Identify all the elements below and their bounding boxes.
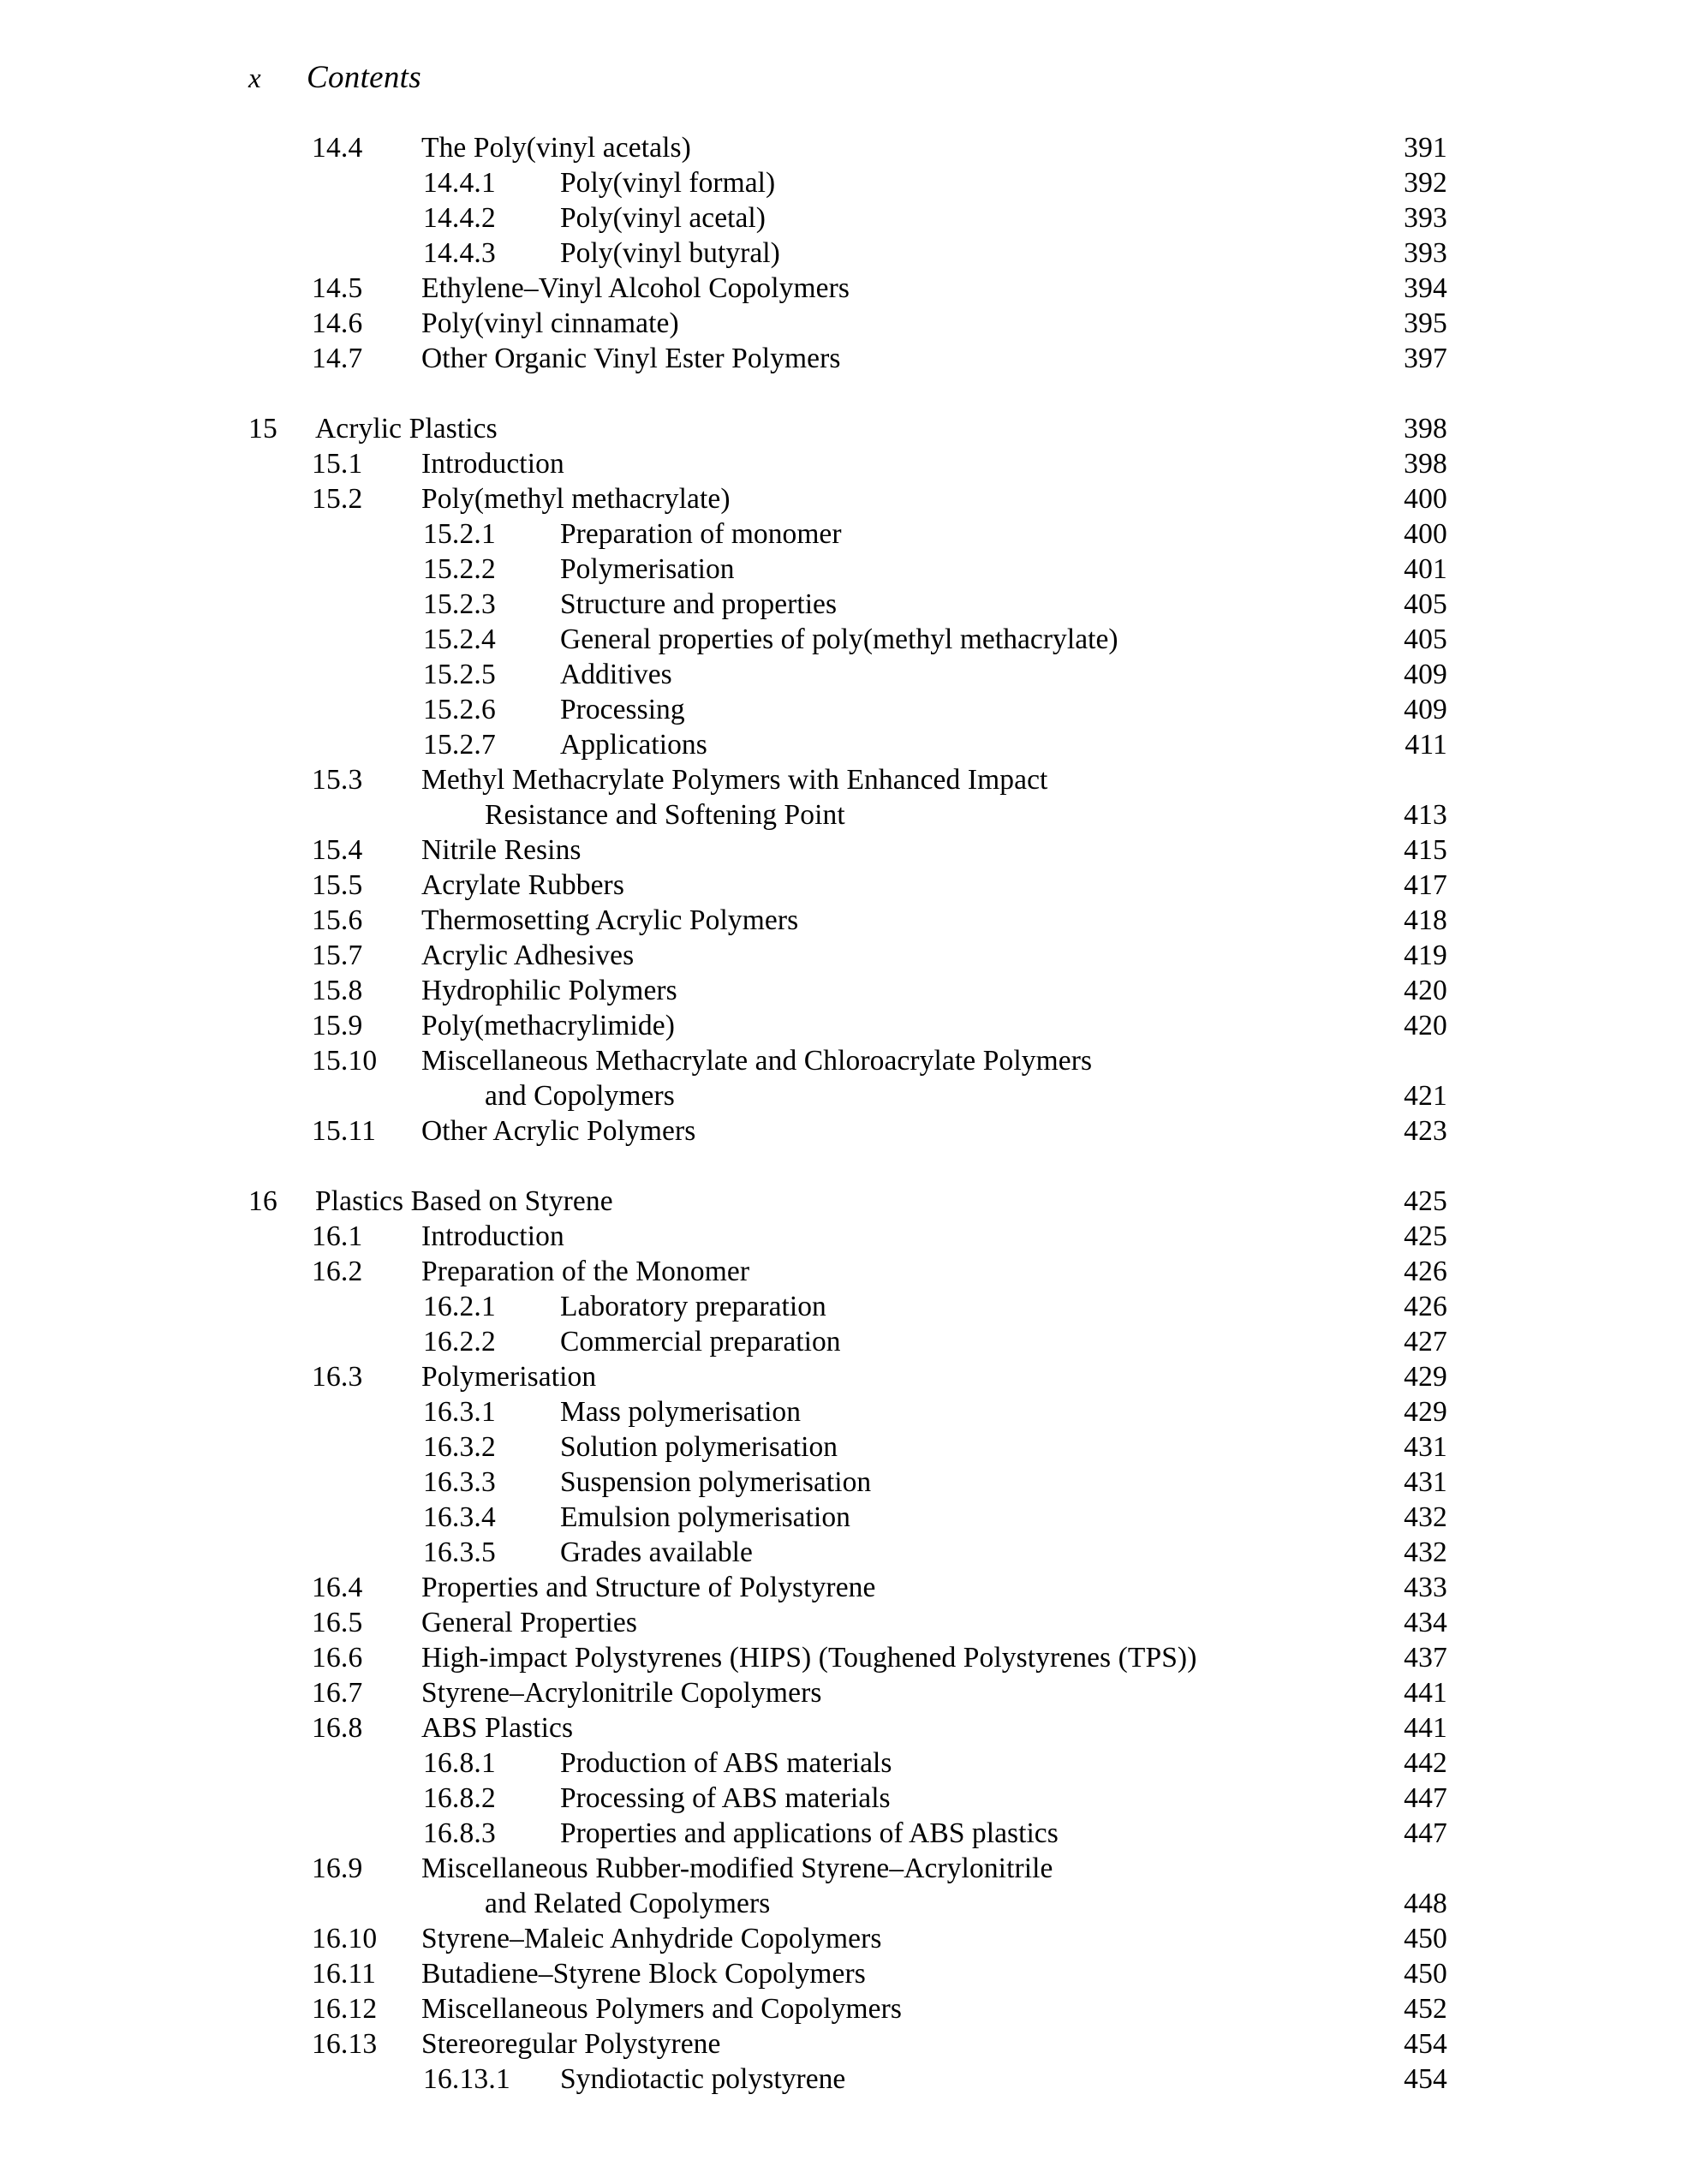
section-spacer [248,1149,1447,1184]
toc-entry[interactable] [248,1605,1447,1640]
toc-entry-title: Properties and Structure of Polystyrene [421,1572,876,1603]
toc-entry[interactable] [248,200,1447,236]
toc-entry-number: 16.8 [312,1712,363,1744]
toc-entry-page-number: 420 [1404,1010,1447,1041]
toc-entry[interactable] [248,1851,1447,1886]
toc-entry[interactable] [248,1956,1447,1991]
toc-entry-number: 14.5 [312,272,363,304]
toc-entry-number: 14.6 [312,307,363,339]
toc-entry-title: Introduction [421,1220,564,1252]
toc-entry-page-number: 411 [1405,729,1447,761]
toc-entry-number: 16.10 [312,1923,378,1954]
toc-entry-page-number: 448 [1404,1888,1447,1919]
toc-entry-continuation[interactable] [248,1886,1447,1921]
toc-entry-number: 15 [248,413,277,445]
toc-entry[interactable] [248,1394,1447,1429]
toc-entry-title: Hydrophilic Polymers [421,975,677,1006]
toc-entry-number: 16.3.1 [423,1396,496,1428]
toc-entry-number: 16.13 [312,2028,378,2060]
toc-entry-number: 16.2.2 [423,1326,496,1358]
toc-entry-page-number: 426 [1404,1256,1447,1287]
toc-entry-page-number: 405 [1404,624,1447,655]
toc-entry-title: Additives [560,659,672,690]
toc-entry-number: 16.3.3 [423,1466,496,1498]
toc-entry-title: Properties and applications of ABS plastics [560,1817,1059,1849]
toc-entry-number: 16.6 [312,1642,363,1674]
toc-entry-title: Syndiotactic polystyrene [560,2063,846,2095]
toc-entry-title: Preparation of the Monomer [421,1256,750,1287]
table-of-contents-list [248,130,1447,2097]
toc-entry-page-number: 447 [1404,1782,1447,1814]
toc-entry-title: Poly(methyl methacrylate) [421,483,731,515]
toc-entry-page-number: 429 [1404,1361,1447,1393]
toc-entry-title: Introduction [421,448,564,480]
toc-entry[interactable] [248,481,1447,516]
page-folio: x [248,63,261,94]
toc-entry-page-number: 454 [1404,2028,1447,2060]
toc-entry-page-number: 394 [1404,272,1447,304]
toc-entry-page-number: 447 [1404,1817,1447,1849]
toc-entry-number: 15.3 [312,764,363,796]
toc-entry-page-number: 419 [1404,940,1447,971]
toc-entry-number: 15.11 [312,1115,377,1147]
toc-entry[interactable] [248,938,1447,973]
toc-entry-number: 15.2.4 [423,624,496,655]
toc-entry-page-number: 409 [1404,694,1447,725]
toc-entry[interactable] [248,1500,1447,1535]
toc-entry-title: Miscellaneous Rubber-modified Styrene–Acrylonitrile [421,1853,1053,1884]
toc-entry[interactable] [248,1254,1447,1289]
toc-entry-title: Butadiene–Styrene Block Copolymers [421,1958,866,1990]
toc-entry-number: 15.7 [312,940,363,971]
toc-entry-number: 15.2.1 [423,518,496,550]
toc-entry-page-number: 431 [1404,1431,1447,1463]
toc-entry-page-number: 418 [1404,904,1447,936]
toc-entry-number: 16.8.3 [423,1817,496,1849]
toc-entry-title: and Related Copolymers [485,1888,771,1919]
toc-entry-number: 16.13.1 [423,2063,510,2095]
toc-entry-page-number: 421 [1404,1080,1447,1112]
toc-entry[interactable] [248,236,1447,271]
toc-entry-number: 16 [248,1185,277,1217]
toc-entry-number: 16.8.2 [423,1782,496,1814]
toc-entry-title: High-impact Polystyrenes (HIPS) (Toughened Polystyrenes (TPS)) [421,1642,1197,1674]
running-head [248,62,421,93]
toc-entry-page-number: 425 [1404,1220,1447,1252]
toc-entry[interactable] [248,1710,1447,1745]
toc-entry-title: Suspension polymerisation [560,1466,872,1498]
toc-entry-page-number: 437 [1404,1642,1447,1674]
toc-entry-title: Mass polymerisation [560,1396,802,1428]
toc-entry[interactable] [248,1429,1447,1465]
toc-entry-page-number: 442 [1404,1747,1447,1779]
toc-entry-continuation[interactable] [248,1078,1447,1113]
toc-entry[interactable] [248,868,1447,903]
toc-entry[interactable] [248,1991,1447,2026]
toc-entry-page-number: 423 [1404,1115,1447,1147]
toc-entry-title: Ethylene–Vinyl Alcohol Copolymers [421,272,850,304]
toc-entry-page-number: 405 [1404,588,1447,620]
toc-entry-title: Stereoregular Polystyrene [421,2028,721,2060]
toc-entry[interactable] [248,1324,1447,1359]
toc-entry-number: 15.5 [312,869,363,901]
toc-entry-title: Poly(vinyl formal) [560,167,776,199]
toc-entry-page-number: 433 [1404,1572,1447,1603]
toc-entry-page-number: 392 [1404,167,1447,199]
toc-entry[interactable] [248,1359,1447,1394]
toc-entry[interactable] [248,832,1447,868]
toc-entry-page-number: 413 [1404,799,1447,831]
toc-entry-number: 15.1 [312,448,363,480]
toc-entry[interactable] [248,1921,1447,1956]
toc-entry-title: The Poly(vinyl acetals) [421,132,691,164]
toc-entry-number: 16.9 [312,1853,363,1884]
toc-entry[interactable] [248,306,1447,341]
toc-entry-title: Nitrile Resins [421,834,582,866]
toc-entry-page-number: 429 [1404,1396,1447,1428]
toc-entry[interactable] [248,411,1447,446]
toc-entry-title: Emulsion polymerisation [560,1501,850,1533]
toc-entry-number: 16.3.5 [423,1537,496,1568]
toc-entry-title: Laboratory preparation [560,1291,826,1322]
toc-entry-page-number: 426 [1404,1291,1447,1322]
toc-entry-title: General properties of poly(methyl methacrylate) [560,624,1118,655]
toc-entry-number: 16.3.4 [423,1501,496,1533]
toc-entry-title: Polymerisation [421,1361,597,1393]
toc-entry[interactable] [248,1535,1447,1570]
toc-entry-title: Poly(vinyl butyral) [560,237,780,269]
toc-entry-title: Plastics Based on Styrene [315,1185,613,1217]
toc-entry-title: ABS Plastics [421,1712,574,1744]
toc-entry-title: and Copolymers [485,1080,675,1112]
toc-entry-page-number: 452 [1404,1993,1447,2025]
toc-entry[interactable] [248,903,1447,938]
toc-entry-title: Resistance and Softening Point [485,799,845,831]
toc-entry[interactable] [248,516,1447,552]
toc-entry-page-number: 427 [1404,1326,1447,1358]
toc-entry-title: Polymerisation [560,553,735,585]
toc-entry[interactable] [248,1675,1447,1710]
toc-entry[interactable] [248,446,1447,481]
toc-entry-title: Poly(vinyl cinnamate) [421,307,679,339]
toc-entry-title: Production of ABS materials [560,1747,892,1779]
toc-entry-page-number: 398 [1404,448,1447,480]
toc-entry[interactable] [248,2062,1447,2097]
toc-entry-title: Styrene–Acrylonitrile Copolymers [421,1677,822,1709]
toc-entry-title: Poly(methacrylimide) [421,1010,675,1041]
toc-entry-title: Thermosetting Acrylic Polymers [421,904,799,936]
toc-entry-page-number: 432 [1404,1501,1447,1533]
toc-entry[interactable] [248,727,1447,762]
toc-entry[interactable] [248,1640,1447,1675]
toc-entry[interactable] [248,165,1447,200]
toc-entry-page-number: 400 [1404,518,1447,550]
toc-entry-continuation[interactable] [248,797,1447,832]
toc-entry[interactable] [248,1570,1447,1605]
toc-entry-title: Preparation of monomer [560,518,842,550]
toc-entry-number: 14.4.3 [423,237,496,269]
toc-entry-page-number: 432 [1404,1537,1447,1568]
toc-entry-page-number: 454 [1404,2063,1447,2095]
toc-entry[interactable] [248,1219,1447,1254]
toc-entry-number: 16.7 [312,1677,363,1709]
toc-entry-title: General Properties [421,1607,638,1638]
toc-entry-page-number: 425 [1404,1185,1447,1217]
toc-entry-title: Commercial preparation [560,1326,841,1358]
toc-entry[interactable] [248,622,1447,657]
toc-entry[interactable] [248,1043,1447,1078]
toc-entry-title: Processing [560,694,685,725]
toc-entry-title: Solution polymerisation [560,1431,838,1463]
toc-entry-title: Methyl Methacrylate Polymers with Enhanced Impact [421,764,1048,796]
toc-entry-page-number: 431 [1404,1466,1447,1498]
toc-entry-number: 15.2.2 [423,553,496,585]
toc-entry-number: 14.7 [312,343,363,374]
toc-entry-title: Structure and properties [560,588,838,620]
toc-entry-page-number: 400 [1404,483,1447,515]
toc-entry[interactable] [248,1008,1447,1043]
toc-entry-number: 14.4 [312,132,363,164]
toc-entry[interactable] [248,587,1447,622]
toc-entry-page-number: 409 [1404,659,1447,690]
toc-entry[interactable] [248,271,1447,306]
toc-entry-page-number: 441 [1404,1712,1447,1744]
toc-entry-title: Grades available [560,1537,753,1568]
toc-entry-number: 14.4.2 [423,202,496,234]
toc-entry[interactable] [248,1816,1447,1851]
toc-entry-number: 15.8 [312,975,363,1006]
toc-entry-title: Acrylic Adhesives [421,940,635,971]
toc-entry-page-number: 393 [1404,237,1447,269]
toc-entry[interactable] [248,130,1447,165]
toc-entry[interactable] [248,2026,1447,2062]
page-title: Contents [307,60,421,95]
toc-entry-title: Poly(vinyl acetal) [560,202,766,234]
toc-entry-number: 15.2.5 [423,659,496,690]
toc-entry-page-number: 393 [1404,202,1447,234]
toc-entry[interactable] [248,1184,1447,1219]
toc-entry-title: Miscellaneous Methacrylate and Chloroacrylate Polymers [421,1045,1093,1077]
toc-entry-number: 15.9 [312,1010,363,1041]
toc-entry-number: 15.2 [312,483,363,515]
toc-entry-number: 16.2 [312,1256,363,1287]
toc-entry-number: 14.4.1 [423,167,496,199]
toc-entry[interactable] [248,692,1447,727]
toc-entry[interactable] [248,762,1447,797]
toc-entry-number: 15.2.6 [423,694,496,725]
toc-entry-number: 16.3.2 [423,1431,496,1463]
toc-entry-page-number: 401 [1404,553,1447,585]
toc-entry-number: 16.5 [312,1607,363,1638]
toc-entry-title: Other Acrylic Polymers [421,1115,696,1147]
toc-entry-page-number: 450 [1404,1958,1447,1990]
toc-entry[interactable] [248,1289,1447,1324]
toc-entry-number: 16.1 [312,1220,363,1252]
toc-entry-number: 16.4 [312,1572,363,1603]
toc-entry-title: Applications [560,729,707,761]
toc-entry-title: Styrene–Maleic Anhydride Copolymers [421,1923,882,1954]
toc-entry-page-number: 417 [1404,869,1447,901]
section-spacer [248,376,1447,411]
toc-entry-title: Miscellaneous Polymers and Copolymers [421,1993,903,2025]
toc-entry-page-number: 441 [1404,1677,1447,1709]
toc-entry-number: 16.3 [312,1361,363,1393]
toc-entry-page-number: 450 [1404,1923,1447,1954]
toc-entry-page-number: 391 [1404,132,1447,164]
toc-entry-page-number: 415 [1404,834,1447,866]
toc-entry-number: 15.10 [312,1045,378,1077]
toc-entry[interactable] [248,341,1447,376]
toc-entry[interactable] [248,1465,1447,1500]
toc-entry-number: 15.2.3 [423,588,496,620]
toc-entry[interactable] [248,552,1447,587]
toc-entry[interactable] [248,1113,1447,1149]
toc-entry-number: 15.6 [312,904,363,936]
toc-entry-title: Processing of ABS materials [560,1782,891,1814]
toc-entry[interactable] [248,1781,1447,1816]
toc-entry[interactable] [248,657,1447,692]
toc-entry-number: 15.4 [312,834,363,866]
toc-entry-title: Acrylate Rubbers [421,869,624,901]
toc-entry-number: 16.8.1 [423,1747,496,1779]
toc-entry-page-number: 420 [1404,975,1447,1006]
toc-entry-page-number: 397 [1404,343,1447,374]
toc-entry-page-number: 398 [1404,413,1447,445]
toc-entry-number: 15.2.7 [423,729,496,761]
toc-entry-number: 16.2.1 [423,1291,496,1322]
toc-entry-number: 16.12 [312,1993,378,2025]
toc-entry[interactable] [248,1745,1447,1781]
toc-entry-page-number: 434 [1404,1607,1447,1638]
toc-entry-title: Other Organic Vinyl Ester Polymers [421,343,841,374]
toc-entry-number: 16.11 [312,1958,377,1990]
toc-entry-title: Acrylic Plastics [315,413,498,445]
toc-entry[interactable] [248,973,1447,1008]
toc-entry-page-number: 395 [1404,307,1447,339]
